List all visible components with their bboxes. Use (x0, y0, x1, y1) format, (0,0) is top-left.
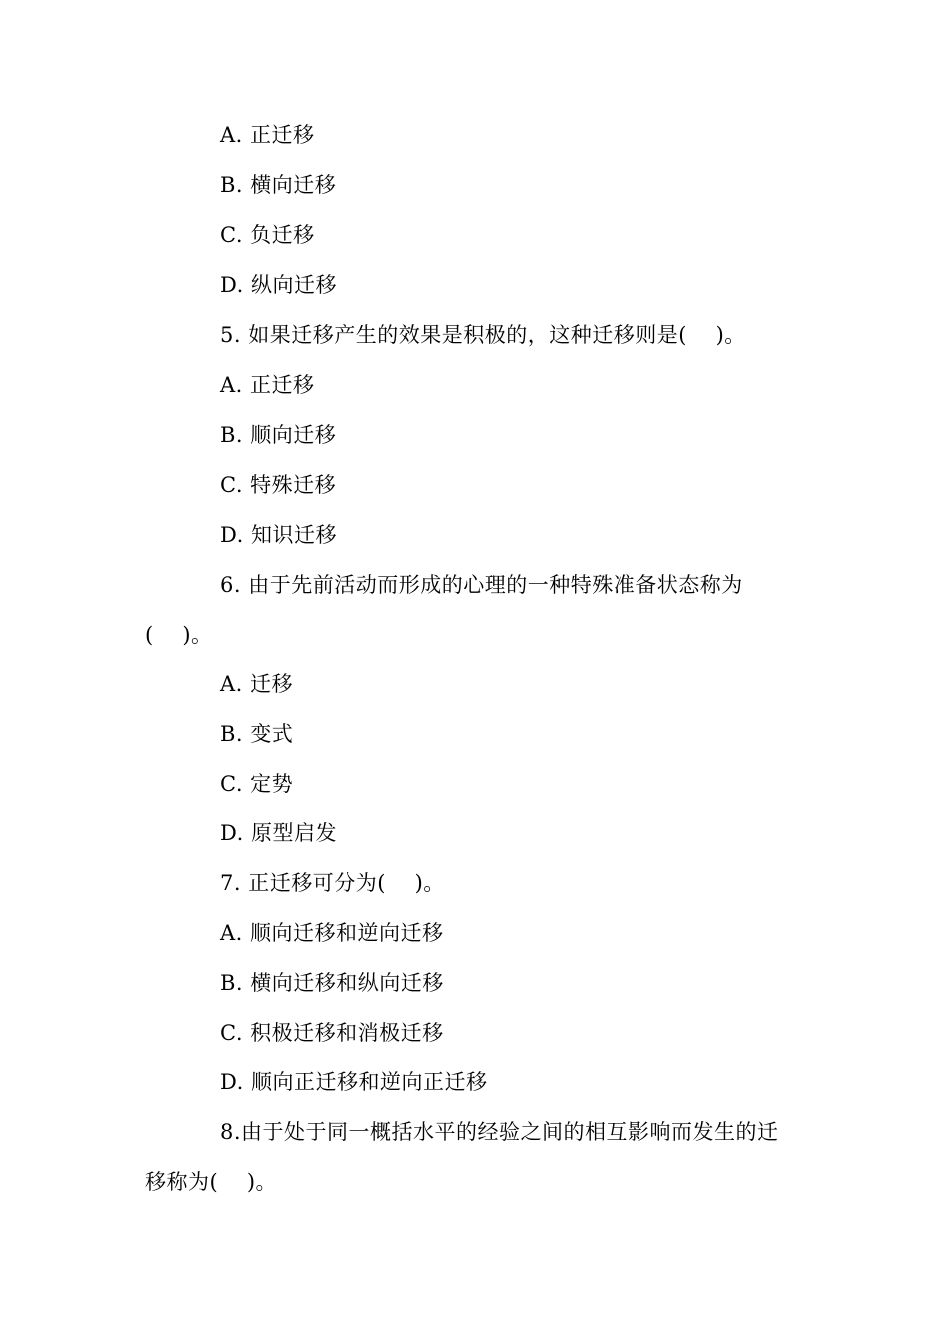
q5-option-d: D. 知识迁移 (220, 523, 337, 547)
question-6: 6. 由于先前活动而形成的心理的一种特殊准备状态称为 (220, 573, 743, 597)
question-8-continuation: 移称为( )。 (145, 1170, 278, 1194)
q7-option-d: D. 顺向正迁移和逆向正迁移 (220, 1070, 488, 1094)
question-7: 7. 正迁移可分为( )。 (220, 871, 445, 895)
q4-option-c: C. 负迁移 (220, 223, 315, 247)
question-5: 5. 如果迁移产生的效果是积极的，这种迁移则是( )。 (220, 323, 746, 347)
q6-option-c: C. 定势 (220, 772, 294, 796)
q6-option-b: B. 变式 (220, 722, 294, 746)
q6-option-a: A. 迁移 (220, 672, 294, 696)
question-8: 8.由于处于同一概括水平的经验之间的相互影响而发生的迁 (220, 1120, 779, 1144)
q6-option-d: D. 原型启发 (220, 821, 337, 845)
q5-option-a: A. 正迁移 (220, 373, 315, 397)
q7-option-a: A. 顺向迁移和逆向迁移 (220, 921, 444, 945)
q4-option-d: D. 纵向迁移 (220, 273, 337, 297)
q4-option-a: A. 正迁移 (220, 123, 315, 147)
q7-option-c: C. 积极迁移和消极迁移 (220, 1021, 444, 1045)
question-6-continuation: ( )。 (145, 623, 213, 647)
q7-option-b: B. 横向迁移和纵向迁移 (220, 971, 444, 995)
q4-option-b: B. 横向迁移 (220, 173, 337, 197)
q5-option-c: C. 特殊迁移 (220, 473, 337, 497)
q5-option-b: B. 顺向迁移 (220, 423, 337, 447)
